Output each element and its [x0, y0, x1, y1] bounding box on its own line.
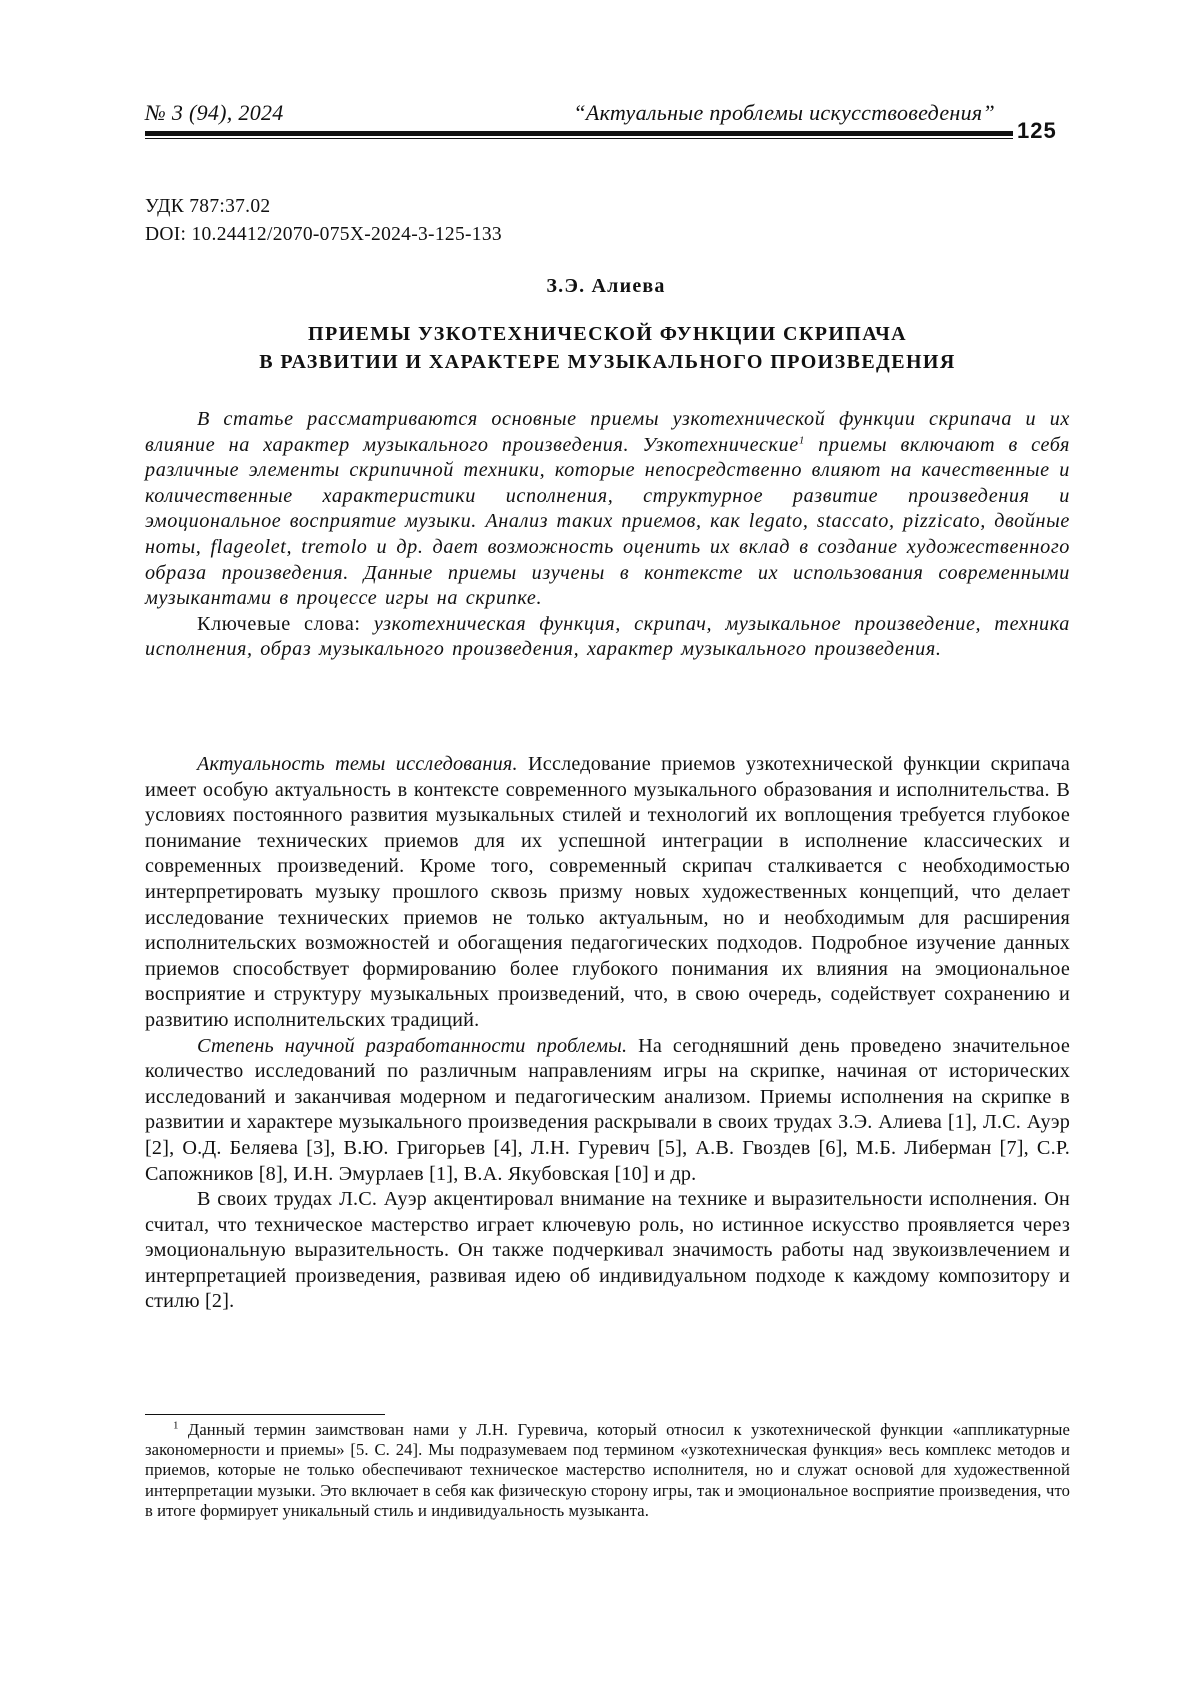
footnote-text: Данный термин заимствован нами у Л.Н. Гуревича, который относил к узкотехнической функции «аппликатурные закономерности и приемы» [5. С. 24]. Мы подразумеваем под термином «узкотехническая функция» весь комплекс методов и приемов, которые не только обеспечивают техническое мастерство исполнителя, но и служат основой для художественной интерпретации музыки. Это включает в себя как физическую сторону игры, так и эмоциональное восприятие произведения, что в итоге формирует уникальный стиль и индивидуальность музыканта.: [145, 1420, 1070, 1520]
header-rule-thin: [145, 138, 1013, 139]
keywords-label: Ключевые слова:: [197, 613, 374, 635]
article-title: [145, 320, 1070, 376]
body-paragraph-2: [145, 1034, 1070, 1188]
keywords-text: узкотехническая функция, скрипач, музыкальное произведение, техника исполнения, образ музыкального произведения, характер музыкального произведения.: [145, 613, 1070, 661]
keywords-paragraph: [145, 612, 1070, 663]
title-line-2: В РАЗВИТИИ И ХАРАКТЕРЕ МУЗЫКАЛЬНОГО ПРОИЗВЕДЕНИЯ: [145, 348, 1070, 376]
article-body: [145, 752, 1070, 1315]
doi: DOI: 10.24412/2070-075X-2024-3-125-133: [145, 221, 502, 249]
journal-title: “Актуальные проблемы искусствоведения”: [573, 100, 995, 126]
running-header: [145, 100, 1017, 140]
footnote: [145, 1420, 1070, 1521]
abstract: [145, 407, 1070, 663]
article-meta: [145, 193, 502, 249]
section-lead-relevance: Актуальность темы исследования.: [197, 753, 518, 775]
footnote-ref[interactable]: 1: [799, 434, 805, 446]
header-rule-thick: [145, 131, 1013, 136]
udk-code: УДК 787:37.02: [145, 193, 502, 221]
footnote-mark: 1: [173, 1419, 179, 1431]
abstract-text-a: В статье рассматриваются основные приемы узкотехнической функции скрипача и их влияние на характер музыкального произведения. Узкотехнические: [145, 408, 1070, 456]
body-paragraph-1: [145, 752, 1070, 1034]
section-lead-research-degree: Степень научной разработанности проблемы.: [197, 1035, 627, 1057]
author-name: З.Э. Алиева: [0, 275, 1200, 298]
footnote-separator: [145, 1414, 385, 1415]
body-text-2: На сегодняшний день проведено значительное количество исследований по различным направлениям игры на скрипке, начиная от исторических исследований и заканчивая модерном и педагогическим анализом. Приемы исполнения на скрипке в развитии и характере музыкального произведения раскрывали в своих трудах З.Э. Алиева [1], Л.С. Ауэр [2], О.Д. Беляева [3], В.Ю. Григорьев [4], Л.Н. Гуревич [5], А.В. Гвоздев [6], М.Б. Либерман [7], С.Р. Сапожников [8], И.Н. Эмурлаев [1], В.А. Якубовская [10] и др.: [145, 1035, 1070, 1185]
body-paragraph-3: В своих трудах Л.С. Ауэр акцентировал внимание на технике и выразительности исполнения. Он считал, что техническое мастерство играет ключевую роль, но истинное искусство проявляется через эмоциональную выразительность. Он также подчеркивал значимость работы над звукоизвлечением и интерпретацией произведения, развивая идею об индивидуальном подходе к каждому композитору и стилю [2].: [145, 1187, 1070, 1315]
page-number: 125: [1017, 118, 1057, 144]
issue-number: № 3 (94), 2024: [145, 100, 284, 126]
body-text-1: Исследование приемов узкотехнической функции скрипача имеет особую актуальность в контексте современного музыкального образования и исполнительства. В условиях постоянного развития музыкальных стилей и технологий их воплощения требуется глубокое понимание технических приемов для их успешной интеграции в исполнение классических и современных произведений. Кроме того, современный скрипач сталкивается с необходимостью интерпретировать музыку прошлого сквозь призму новых художественных концепций, что делает исследование технических приемов не только актуальным, но и необходимым для расширения исполнительских возможностей и обогащения педагогических подходов. Подробное изучение данных приемов способствует формированию более глубокого понимания их влияния на эмоциональное восприятие и структуру музыкальных произведений, что, в свою очередь, содействует сохранению и развитию исполнительских традиций.: [145, 753, 1070, 1031]
title-line-1: ПРИЕМЫ УЗКОТЕХНИЧЕСКОЙ ФУНКЦИИ СКРИПАЧА: [145, 320, 1070, 348]
abstract-text-b: приемы включают в себя различные элементы скрипичной техники, которые непосредственно влияют на качественные и количественные характеристики исполнения, структурное развитие произведения и эмоциональное восприятие музыки. Анализ таких приемов, как legato, staccato, pizzicato, двойные ноты, flageolet, tremolo и др. дает возможность оценить их вклад в создание художественного образа произведения. Данные приемы изучены в контексте их использования современными музыкантами в процессе игры на скрипке.: [145, 434, 1070, 610]
abstract-paragraph: [145, 407, 1070, 612]
